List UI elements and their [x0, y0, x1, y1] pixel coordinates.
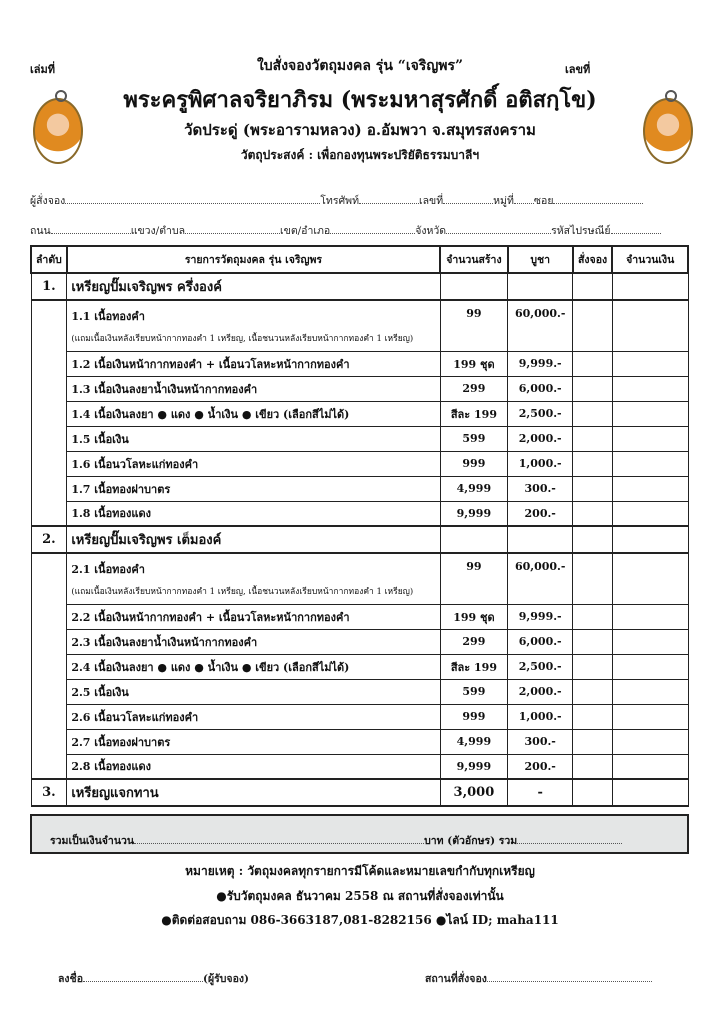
amount-cell[interactable]	[612, 451, 688, 476]
order-cell[interactable]	[573, 654, 613, 679]
subdistrict-field[interactable]	[185, 225, 280, 234]
province-field[interactable]	[446, 225, 551, 234]
item-row	[31, 679, 688, 704]
sign-label: ลงชื่อ	[58, 973, 83, 985]
item-qty: 99	[440, 300, 508, 351]
order-cell[interactable]	[573, 704, 613, 729]
phone-label: โทรศัพท์	[320, 195, 359, 207]
table-header	[31, 246, 688, 273]
district-field[interactable]	[330, 225, 415, 234]
number-label: เลขที่	[565, 63, 591, 76]
item-price: 300.-	[508, 729, 573, 754]
header-item: รายการวัตถุมงคล รุ่น เจริญพร	[67, 246, 440, 273]
amount-cell[interactable]	[612, 376, 688, 401]
amount-cell[interactable]	[612, 604, 688, 629]
item-qty: 199 ชุด	[440, 604, 508, 629]
book-no-label: เล่มที่	[30, 63, 56, 76]
item-price: 6,000.-	[508, 376, 573, 401]
item-name: 1.4 เนื้อเงินลงยา ● แดง ● น้ำเงิน ● เขียว (เลือกสีไม่ได้)	[71, 407, 350, 421]
amount-cell[interactable]	[612, 401, 688, 426]
item-name: 1.7 เนื้อทองฝาบาตร	[71, 482, 171, 496]
amount-cell[interactable]	[612, 501, 688, 526]
item-row	[31, 476, 688, 501]
order-cell[interactable]	[573, 779, 613, 806]
amount-cell[interactable]	[612, 553, 688, 604]
note-line-2: ●รับวัตถุมงคล ธันวาคม 2558 ณ สถานที่สั่งจองเท่านั้น	[216, 889, 504, 903]
order-place-label: สถานที่สั่งจอง	[425, 973, 487, 985]
order-cell[interactable]	[573, 679, 613, 704]
order-cell[interactable]	[573, 553, 613, 604]
order-cell[interactable]	[573, 729, 613, 754]
postcode-label: รหัสไปรษณีย์	[551, 225, 611, 237]
item-price: 2,000.-	[508, 679, 573, 704]
note-line-3: ●ติดต่อสอบถาม 086-3663187,081-8282156 ●ไลน์ ID; maha111	[161, 913, 559, 927]
item-qty: 599	[440, 679, 508, 704]
total-label: รวมเป็นเงินจำนวน	[50, 835, 135, 847]
item-qty: 299	[440, 629, 508, 654]
amount-cell[interactable]	[612, 754, 688, 779]
section-title: เหรียญปั๊มเจริญพร เต็มองค์	[67, 526, 440, 553]
orderer-label: ผู้สั่งจอง	[30, 195, 66, 207]
item-price: 200.-	[508, 501, 573, 526]
item-price: 2,500.-	[508, 401, 573, 426]
item-qty: 999	[440, 451, 508, 476]
section-price	[508, 526, 573, 553]
house-no-field[interactable]	[443, 195, 493, 204]
temple-name: วัดประดู่ (พระอารามหลวง) อ.อัมพวา จ.สมุทรสงคราม	[184, 121, 536, 139]
section-price: -	[508, 779, 573, 806]
order-cell[interactable]	[573, 351, 613, 376]
header-amount: จำนวนเงิน	[612, 246, 688, 273]
road-label: ถนน	[30, 225, 51, 237]
item-price: 60,000.-	[508, 300, 573, 351]
item-name: 2.2 เนื้อเงินหน้ากากทองคำ + เนื้อนวโลหะหน้ากากทองคำ	[71, 610, 350, 624]
item-name: 1.6 เนื้อนวโลหะแก่ทองคำ	[71, 457, 199, 471]
item-name: 2.5 เนื้อเงิน	[71, 685, 129, 699]
order-cell[interactable]	[573, 629, 613, 654]
section-title: เหรียญแจกทาน	[67, 779, 440, 806]
item-name: 1.2 เนื้อเงินหน้ากากทองคำ + เนื้อนวโลหะหน้ากากทองคำ	[71, 357, 350, 371]
item-row	[31, 704, 688, 729]
item-qty: 4,999	[440, 729, 508, 754]
order-cell[interactable]	[573, 451, 613, 476]
item-price: 1,000.-	[508, 704, 573, 729]
item-row	[31, 754, 688, 779]
section-qty	[440, 526, 508, 553]
item-price: 9,999.-	[508, 351, 573, 376]
phone-field[interactable]	[359, 195, 419, 204]
amount-cell[interactable]	[612, 526, 688, 553]
amount-cell[interactable]	[612, 300, 688, 351]
signature-line	[58, 970, 249, 987]
order-cell[interactable]	[573, 501, 613, 526]
index-cell	[31, 300, 67, 526]
order-cell[interactable]	[573, 526, 613, 553]
item-row	[31, 604, 688, 629]
item-row	[31, 553, 688, 604]
section-qty: 3,000	[440, 779, 508, 806]
order-cell[interactable]	[573, 273, 613, 300]
item-row	[31, 501, 688, 526]
item-qty: 999	[440, 704, 508, 729]
section-title: เหรียญปั๊มเจริญพร ครึ่งองค์	[67, 273, 440, 300]
soi-field[interactable]	[553, 195, 643, 204]
order-cell[interactable]	[573, 300, 613, 351]
order-cell[interactable]	[573, 754, 613, 779]
section-index: 1.	[31, 273, 67, 300]
item-name: 2.6 เนื้อนวโลหะแก่ทองคำ	[71, 710, 199, 724]
item-price: 1,000.-	[508, 451, 573, 476]
header-price: บูชา	[508, 246, 573, 273]
item-row	[31, 426, 688, 451]
order-cell[interactable]	[573, 426, 613, 451]
item-qty: 9,999	[440, 501, 508, 526]
order-cell[interactable]	[573, 401, 613, 426]
section-index: 2.	[31, 526, 67, 553]
item-qty: สีละ 199	[440, 401, 508, 426]
item-row	[31, 629, 688, 654]
item-name: 1.5 เนื้อเงิน	[71, 432, 129, 446]
item-row	[31, 729, 688, 754]
item-qty: 299	[440, 376, 508, 401]
item-price: 2,000.-	[508, 426, 573, 451]
item-qty: สีละ 199	[440, 654, 508, 679]
item-price: 2,500.-	[508, 654, 573, 679]
order-cell[interactable]	[573, 604, 613, 629]
note-line-1: หมายเหตุ : วัตถุมงคลทุกรายการมีโค้ดและหมายเลขกำกับทุกเหรียญ	[185, 864, 535, 878]
item-name: 1.3 เนื้อเงินลงยาน้ำเงินหน้ากากทองคำ	[71, 382, 258, 396]
address-line-2	[30, 222, 661, 239]
amount-cell[interactable]	[612, 476, 688, 501]
item-price: 300.-	[508, 476, 573, 501]
header-index: ลำดับ	[31, 246, 67, 273]
road-field[interactable]	[51, 225, 131, 234]
house-no-label: เลขที่	[419, 195, 444, 207]
amount-cell[interactable]	[612, 273, 688, 300]
amount-cell[interactable]	[612, 704, 688, 729]
amount-cell[interactable]	[612, 426, 688, 451]
order-cell[interactable]	[573, 476, 613, 501]
item-name: 1.8 เนื้อทองแดง	[71, 507, 152, 521]
index-cell	[31, 553, 67, 779]
section-row	[31, 779, 688, 806]
item-qty: 4,999	[440, 476, 508, 501]
item-row	[31, 654, 688, 679]
moo-field[interactable]	[514, 195, 534, 204]
order-place-line	[425, 970, 652, 987]
sign-field[interactable]	[83, 973, 203, 982]
subdistrict-label: แขวง/ตำบล	[130, 225, 186, 237]
receiver-label: (ผู้รับจอง)	[203, 973, 249, 985]
item-name: 2.7 เนื้อทองฝาบาตร	[71, 735, 171, 749]
item-row	[31, 351, 688, 376]
total-words-field[interactable]	[134, 835, 424, 844]
total-amount-field[interactable]	[517, 835, 622, 844]
item-name: 2.4 เนื้อเงินลงยา ● แดง ● น้ำเงิน ● เขียว (เลือกสีไม่ได้)	[71, 660, 350, 674]
section-index: 3.	[31, 779, 67, 806]
item-row	[31, 451, 688, 476]
amount-cell[interactable]	[612, 779, 688, 806]
header-order: สั่งจอง	[573, 246, 613, 273]
form-title: ใบสั่งจองวัตถุมงคล รุ่น “เจริญพร”	[256, 58, 464, 74]
district-label: เขต/อำเภอ	[280, 225, 331, 237]
amount-cell[interactable]	[612, 629, 688, 654]
address-line-1	[30, 192, 643, 209]
item-row	[31, 300, 688, 351]
item-qty: 199 ชุด	[440, 351, 508, 376]
item-name: 1.1 เนื้อทองคำ	[71, 310, 145, 323]
item-note: (แถมเนื้อเงินหลังเรียบหน้ากากทองคำ 1 เหรียญ, เนื้อชนวนหลังเรียบหน้ากากทองคำ 1 เหรียญ)	[71, 587, 414, 597]
section-row	[31, 273, 688, 300]
moo-label: หมู่ที่	[493, 195, 514, 207]
amount-cell[interactable]	[612, 679, 688, 704]
item-qty: 9,999	[440, 754, 508, 779]
item-name: 2.3 เนื้อเงินลงยาน้ำเงินหน้ากากทองคำ	[71, 635, 258, 649]
total-baht-label: บาท (ตัวอักษร) รวม	[424, 835, 518, 847]
order-cell[interactable]	[573, 376, 613, 401]
order-table	[30, 245, 689, 807]
item-price: 9,999.-	[508, 604, 573, 629]
header-quantity-made: จำนวนสร้าง	[440, 246, 508, 273]
monk-name: พระครูพิศาลจริยาภิรม (พระมหาสุรศักดิ์ อติสกฺโข)	[123, 87, 597, 113]
item-note: (แถมเนื้อเงินหลังเรียบหน้ากากทองคำ 1 เหรียญ, เนื้อชนวนหลังเรียบหน้ากากทองคำ 1 เหรียญ)	[71, 334, 414, 344]
amount-cell[interactable]	[612, 654, 688, 679]
total-box	[30, 814, 689, 854]
postcode-field[interactable]	[611, 225, 661, 234]
section-price	[508, 273, 573, 300]
item-row	[31, 401, 688, 426]
purpose: วัตถุประสงค์ : เพื่อกองทุนพระปริยัติธรรมบาลีฯ	[240, 148, 480, 162]
order-place-field[interactable]	[487, 973, 652, 982]
soi-label: ซอย	[533, 195, 554, 207]
item-row	[31, 376, 688, 401]
item-qty: 99	[440, 553, 508, 604]
item-price: 200.-	[508, 754, 573, 779]
province-label: จังหวัด	[415, 225, 447, 237]
orderer-field[interactable]	[65, 195, 320, 204]
item-price: 6,000.-	[508, 629, 573, 654]
item-qty: 599	[440, 426, 508, 451]
item-price: 60,000.-	[508, 553, 573, 604]
section-qty	[440, 273, 508, 300]
item-name: 2.1 เนื้อทองคำ	[71, 563, 145, 576]
item-name: 2.8 เนื้อทองแดง	[71, 760, 152, 774]
section-row	[31, 526, 688, 553]
amount-cell[interactable]	[612, 351, 688, 376]
amount-cell[interactable]	[612, 729, 688, 754]
